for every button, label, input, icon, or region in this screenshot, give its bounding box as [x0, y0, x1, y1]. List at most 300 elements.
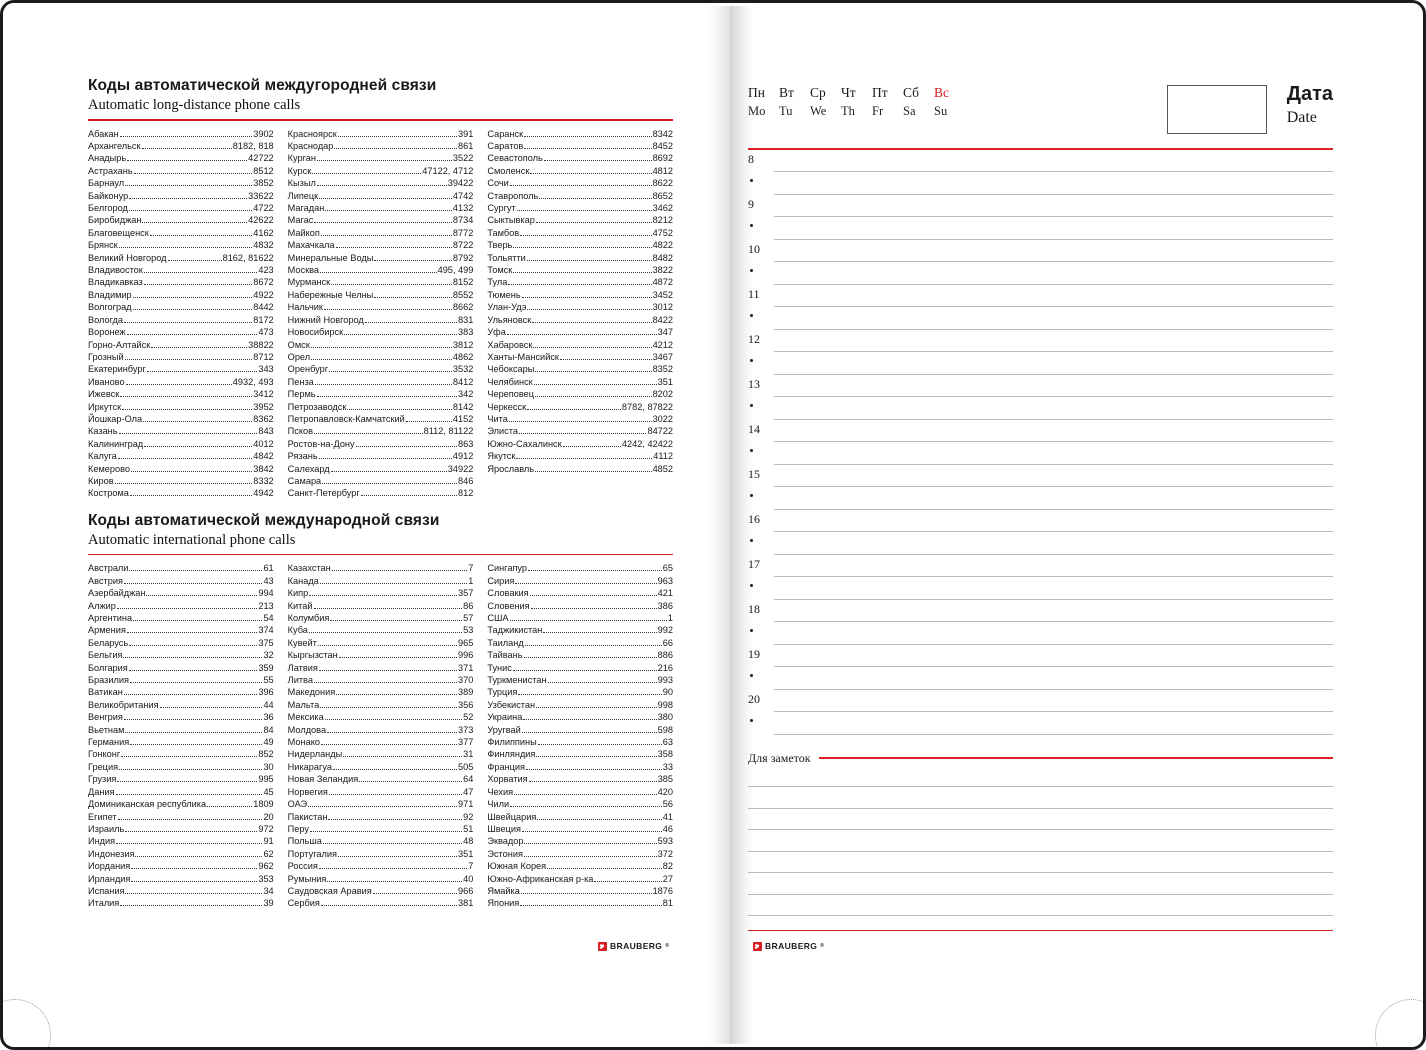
- leader-dots: [135, 856, 262, 857]
- code-entry-name: Салехард: [287, 463, 330, 474]
- leader-dots: [544, 160, 652, 161]
- code-entry-number: 373: [458, 724, 474, 735]
- code-entry-name: Тунис: [487, 662, 512, 673]
- code-entry: [88, 724, 274, 736]
- code-entry-number: 995: [258, 774, 274, 785]
- date-input-box[interactable]: [1167, 85, 1267, 134]
- code-entry-name: Финляндия: [487, 749, 536, 760]
- code-entry-number: 374: [258, 625, 274, 636]
- code-entry-number: 63: [662, 737, 674, 748]
- leader-dots: [530, 173, 651, 174]
- code-entry-name: Кызыл: [287, 178, 316, 189]
- code-entry: [88, 314, 274, 326]
- code-entry-number: 65: [662, 563, 674, 574]
- notes-line[interactable]: [748, 787, 1333, 809]
- code-entry-number: 4942: [253, 488, 274, 499]
- half-hour-row[interactable]: [748, 262, 1333, 285]
- weekday-selector[interactable]: [748, 83, 965, 121]
- code-entry-name: Екатеринбург: [88, 364, 146, 375]
- leader-dots: [536, 222, 652, 223]
- code-entry-name: Калуга: [88, 451, 117, 462]
- code-entry-name: Санкт-Петербург: [287, 488, 360, 499]
- weekday-1[interactable]: Mo: [748, 104, 766, 118]
- hour-row[interactable]: [748, 375, 1333, 398]
- leader-dots: [133, 620, 262, 621]
- code-entry-name: Швеция: [487, 823, 522, 834]
- code-entry: [288, 748, 474, 760]
- half-hour-row[interactable]: [748, 172, 1333, 195]
- code-entry-name: Сочи: [487, 178, 509, 189]
- section-divider-rule: [88, 554, 673, 556]
- hour-row[interactable]: [748, 420, 1333, 443]
- code-entry-name: Курган: [287, 153, 316, 164]
- leader-dots: [311, 347, 452, 348]
- hour-row[interactable]: [748, 330, 1333, 353]
- code-entry-name: Томск: [487, 265, 513, 276]
- code-entry-number: 34922: [447, 463, 474, 474]
- code-entry: [288, 612, 474, 624]
- code-entry-name: Чехия: [487, 786, 514, 797]
- code-entry-name: Нижний Новгород: [287, 314, 364, 325]
- code-entry: [288, 190, 474, 202]
- code-entry: [88, 711, 274, 723]
- code-entry: [288, 388, 474, 400]
- code-entry-name: Великий Новгород: [88, 252, 167, 263]
- bullet-icon: [750, 719, 753, 722]
- code-entry: [487, 736, 673, 748]
- code-entry-number: 8352: [652, 364, 674, 375]
- leader-dots: [524, 657, 657, 658]
- code-entry: [288, 711, 474, 723]
- leader-dots: [536, 707, 657, 708]
- bullet-icon: [750, 179, 753, 182]
- code-entry: [88, 165, 274, 177]
- weekday-7[interactable]: Su: [934, 104, 948, 118]
- weekday-5[interactable]: Пт: [872, 85, 888, 100]
- notes-line[interactable]: [748, 809, 1333, 831]
- code-entry: [288, 401, 474, 413]
- code-entry-name: Ульяновск: [487, 314, 532, 325]
- code-entry-name: Оренбург: [287, 364, 329, 375]
- bullet-icon: [750, 224, 753, 227]
- code-entry-name: Литва: [287, 675, 313, 686]
- code-entry: [288, 587, 474, 599]
- leader-dots: [118, 458, 253, 459]
- leader-dots: [319, 458, 452, 459]
- weekday-4[interactable]: Чт: [841, 85, 856, 100]
- code-entry: [288, 624, 474, 636]
- code-entry-name: Астрахань: [88, 165, 133, 176]
- leader-dots: [374, 260, 452, 261]
- hour-row[interactable]: [748, 645, 1333, 668]
- weekday-2[interactable]: Вт: [779, 85, 794, 100]
- code-entry-number: 8422: [652, 314, 674, 325]
- code-entry-name: Киров: [88, 475, 114, 486]
- hour-row[interactable]: [748, 600, 1333, 623]
- leader-dots: [327, 881, 462, 882]
- weekday-7[interactable]: Вс: [934, 85, 949, 100]
- code-entry-number: 32: [263, 650, 274, 661]
- code-entry-number: 1: [667, 613, 674, 623]
- weekday-3[interactable]: We: [810, 104, 827, 118]
- code-entry-number: 20: [263, 811, 274, 822]
- code-entry-number: 8202: [652, 389, 674, 400]
- code-entry-name: Россия: [287, 861, 318, 872]
- code-entry-name: Сургут: [487, 203, 516, 214]
- code-entry: [88, 301, 274, 313]
- code-entry: [487, 897, 673, 909]
- brauberg-logo-right: [753, 941, 824, 951]
- weekday-3[interactable]: Ср: [810, 85, 826, 100]
- daily-planner-content: [748, 83, 1333, 931]
- code-entry-name: Армения: [88, 625, 126, 636]
- leader-dots: [527, 409, 621, 410]
- code-entry-number: 377: [458, 737, 474, 748]
- code-entry: [487, 873, 673, 885]
- code-entry-name: Дания: [88, 786, 115, 797]
- code-entry-name: Азербайджан: [88, 588, 146, 599]
- leader-dots: [122, 409, 252, 410]
- code-entry-number: 962: [258, 861, 274, 872]
- code-entry: [288, 463, 474, 475]
- date-label-ru: Дата: [1286, 83, 1333, 105]
- notes-line[interactable]: [748, 873, 1333, 895]
- code-entry: [487, 835, 673, 847]
- code-entry: [487, 326, 673, 338]
- code-entry-name: Минеральные Воды: [287, 252, 374, 263]
- half-hour-row[interactable]: [748, 352, 1333, 375]
- code-entry-name: Южная Корея: [487, 861, 547, 872]
- hour-row[interactable]: [748, 195, 1333, 218]
- code-entry-name: Вологда: [88, 314, 124, 325]
- leader-dots: [123, 657, 262, 658]
- code-entry-number: 3012: [652, 302, 674, 313]
- code-entry: [288, 363, 474, 375]
- code-entry: [487, 140, 673, 152]
- code-entry-number: 993: [657, 675, 674, 686]
- code-entry: [487, 401, 673, 413]
- code-entry-number: 213: [258, 600, 274, 611]
- hour-row[interactable]: [748, 465, 1333, 488]
- leader-dots: [160, 707, 263, 708]
- leader-dots: [510, 185, 652, 186]
- code-entry-name: Сыктывкар: [487, 215, 535, 226]
- weekday-1[interactable]: Пн: [748, 85, 765, 100]
- notes-line[interactable]: [748, 766, 1333, 788]
- code-entry-number: 8712: [253, 351, 274, 362]
- half-hour-row[interactable]: [748, 712, 1333, 735]
- code-entry: [288, 897, 474, 909]
- leader-dots: [320, 272, 437, 273]
- weekday-row-en: [748, 102, 965, 121]
- code-entry-number: 61: [263, 563, 274, 574]
- code-entry: [288, 413, 474, 425]
- code-entry-number: 51: [463, 823, 474, 834]
- code-entry: [88, 351, 274, 363]
- weekday-6[interactable]: Sa: [903, 104, 916, 118]
- code-entry-name: Ставрополь: [487, 190, 539, 201]
- half-hour-row[interactable]: [748, 532, 1333, 555]
- code-entry-name: Белгород: [88, 203, 128, 214]
- hour-row[interactable]: [748, 690, 1333, 713]
- code-entry-name: Хорватия: [487, 774, 528, 785]
- leader-dots: [143, 421, 252, 422]
- half-hour-row[interactable]: [748, 442, 1333, 465]
- bullet-icon: [750, 494, 753, 497]
- leader-dots: [534, 384, 657, 385]
- code-entry: [288, 264, 474, 276]
- code-entry-number: 966: [458, 885, 474, 896]
- brauberg-mark-icon: [753, 942, 762, 951]
- code-entry-name: Махачкала: [287, 240, 335, 251]
- leader-dots: [324, 309, 452, 310]
- code-entry-number: 30: [263, 761, 274, 772]
- code-entry: [487, 301, 673, 313]
- code-entry: [288, 152, 474, 164]
- leader-dots: [117, 608, 257, 609]
- code-entry-name: Тюмень: [487, 289, 521, 300]
- code-entry-number: 56: [662, 799, 674, 810]
- code-entry-name: Калининград: [88, 438, 144, 449]
- code-entry-name: Чили: [487, 799, 510, 810]
- leader-dots: [129, 198, 247, 199]
- code-entry-number: 43: [263, 575, 274, 586]
- code-entry-name: Египет: [88, 811, 117, 822]
- leader-dots: [144, 446, 252, 447]
- code-entry-name: Челябинск: [487, 376, 533, 387]
- code-entry: [88, 835, 274, 847]
- date-label-en: Date: [1286, 109, 1317, 126]
- code-entry-number: 994: [258, 588, 274, 599]
- hour-label: 12: [748, 331, 760, 346]
- hour-row[interactable]: [748, 510, 1333, 533]
- code-entry-name: Набережные Челны: [287, 289, 374, 300]
- code-entry-number: 4112: [653, 451, 674, 462]
- leader-dots: [318, 645, 457, 646]
- code-entry: [88, 140, 274, 152]
- leader-dots: [317, 396, 457, 397]
- code-entry-number: 8652: [652, 190, 674, 201]
- code-entry-number: 33: [662, 761, 674, 772]
- weekday-5[interactable]: Fr: [872, 104, 884, 118]
- code-entry: [487, 276, 673, 288]
- code-entry-name: Казахстан: [287, 563, 331, 574]
- code-entry-number: 863: [458, 438, 474, 449]
- code-entry-number: 1876: [652, 885, 674, 896]
- code-entry-name: Красноярск: [287, 128, 337, 139]
- hour-row[interactable]: [748, 150, 1333, 173]
- code-entry-name: Бельгия: [88, 650, 123, 661]
- writing-line: [774, 734, 1333, 735]
- code-entry: [88, 252, 274, 264]
- code-entry: [288, 860, 474, 872]
- leader-dots: [563, 446, 621, 447]
- weekday-2[interactable]: Tu: [779, 104, 793, 118]
- code-entry-name: Ватикан: [88, 687, 123, 698]
- code-entry-name: Мексика: [287, 712, 324, 723]
- leader-dots: [325, 719, 462, 720]
- code-entry-number: 383: [458, 327, 474, 338]
- leader-dots: [531, 608, 657, 609]
- code-entry: [288, 637, 474, 649]
- code-entry-name: Франция: [487, 761, 525, 772]
- leader-dots: [331, 284, 452, 285]
- code-entry-number: 351: [458, 848, 474, 859]
- leader-dots: [119, 769, 262, 770]
- leader-dots: [117, 781, 257, 782]
- half-hour-row[interactable]: [748, 307, 1333, 330]
- code-entry: [88, 823, 274, 835]
- leader-dots: [329, 371, 452, 372]
- code-entry-number: 4722: [253, 203, 274, 214]
- code-entry: [487, 600, 673, 612]
- code-entry: [487, 289, 673, 301]
- code-entry: [288, 736, 474, 748]
- leader-dots: [537, 819, 661, 820]
- notes-bottom-rule: [748, 930, 1333, 931]
- code-entry-name: Липецк: [287, 190, 319, 201]
- weekday-6[interactable]: Сб: [903, 85, 920, 100]
- code-entry-number: 3412: [253, 389, 274, 400]
- code-entry: [88, 699, 274, 711]
- code-entry-name: Москва: [287, 265, 320, 276]
- code-entry-name: Черкесск: [487, 401, 527, 412]
- code-entry-name: Магадан: [287, 203, 325, 214]
- code-entry-name: Великобритания: [88, 699, 159, 710]
- code-entry-number: 86: [463, 600, 474, 611]
- code-entry: [288, 873, 474, 885]
- code-entry: [487, 587, 673, 599]
- hour-label: 18: [748, 601, 760, 616]
- code-column: [288, 128, 474, 500]
- code-entry-number: 4162: [253, 227, 274, 238]
- code-entry: [288, 674, 474, 686]
- code-entry-name: Доминиканская республика: [88, 799, 207, 810]
- code-entry-number: 593: [657, 836, 674, 847]
- notes-line[interactable]: [748, 852, 1333, 874]
- leader-dots: [543, 632, 656, 633]
- code-entry: [288, 724, 474, 736]
- bullet-icon: [750, 674, 753, 677]
- code-entry: [288, 487, 474, 499]
- code-entry-number: 505: [458, 761, 474, 772]
- code-entry-number: 54: [263, 613, 274, 623]
- code-entry: [88, 401, 274, 413]
- leader-dots: [168, 260, 222, 261]
- code-entry-name: Майкоп: [287, 227, 320, 238]
- leader-dots: [522, 831, 662, 832]
- half-hour-row[interactable]: [748, 667, 1333, 690]
- code-entry-name: Грозный: [88, 351, 124, 362]
- leader-dots: [535, 371, 651, 372]
- leader-dots: [130, 744, 262, 745]
- long-distance-columns: [88, 128, 673, 500]
- code-entry-name: Саратов: [487, 141, 524, 151]
- code-entry-name: Ярославль: [487, 463, 535, 474]
- code-entry: [88, 152, 274, 164]
- hour-row[interactable]: [748, 555, 1333, 578]
- code-entry: [288, 662, 474, 674]
- code-entry-name: Италия: [88, 898, 120, 909]
- code-entry: [487, 711, 673, 723]
- leader-dots: [125, 185, 252, 186]
- code-entry: [487, 649, 673, 661]
- leader-dots: [146, 595, 257, 596]
- code-entry-name: Япония: [487, 898, 520, 909]
- code-entry-name: Саудовская Аравия: [287, 885, 372, 896]
- leader-dots: [321, 235, 452, 236]
- leader-dots: [339, 657, 457, 658]
- code-entry-number: 8332: [253, 475, 274, 486]
- code-entry-number: 8662: [452, 302, 474, 313]
- notes-line[interactable]: [748, 895, 1333, 917]
- leader-dots: [327, 732, 457, 733]
- hour-label: 11: [748, 286, 760, 301]
- half-hour-row[interactable]: [748, 487, 1333, 510]
- code-entry-name: Эстония: [487, 848, 523, 859]
- code-entry-number: 55: [263, 675, 274, 686]
- notes-line[interactable]: [748, 830, 1333, 852]
- code-entry-name: Узбекистан: [487, 699, 536, 710]
- half-hour-row[interactable]: [748, 577, 1333, 600]
- code-entry: [288, 438, 474, 450]
- code-entry: [88, 848, 274, 860]
- half-hour-row[interactable]: [748, 622, 1333, 645]
- code-entry: [288, 227, 474, 239]
- bullet-icon: [750, 314, 753, 317]
- code-entry-number: 358: [657, 749, 674, 760]
- half-hour-row[interactable]: [748, 397, 1333, 420]
- hour-row[interactable]: [748, 285, 1333, 308]
- code-entry: [88, 748, 274, 760]
- leader-dots: [515, 583, 656, 584]
- weekday-4[interactable]: Th: [841, 104, 855, 118]
- half-hour-row[interactable]: [748, 217, 1333, 240]
- code-entry-number: 343: [258, 364, 274, 375]
- notes-area[interactable]: [748, 766, 1333, 917]
- code-entry-name: Таиланд: [487, 637, 524, 648]
- code-entry: [487, 239, 673, 251]
- code-entry: [288, 773, 474, 785]
- code-entry-number: 4932, 493: [232, 376, 274, 387]
- leader-dots: [513, 272, 651, 273]
- code-entry-name: Кувейт: [287, 637, 317, 648]
- code-entry-name: Воронеж: [88, 327, 126, 338]
- code-entry: [88, 873, 274, 885]
- code-entry-name: Словения: [487, 600, 530, 611]
- registered-mark: ®: [665, 943, 670, 949]
- hour-label: 17: [748, 556, 760, 571]
- code-entry-number: 27: [662, 873, 674, 884]
- leader-dots: [521, 893, 652, 894]
- hour-row[interactable]: [748, 240, 1333, 263]
- code-entry: [88, 463, 274, 475]
- leader-dots: [134, 173, 253, 174]
- leader-dots: [309, 595, 457, 596]
- code-entry-name: Краснодар: [287, 141, 334, 151]
- code-entry: [88, 425, 274, 437]
- leader-dots: [525, 645, 662, 646]
- code-entry-number: 64: [463, 774, 474, 785]
- code-entry: [88, 450, 274, 462]
- leader-dots: [560, 359, 652, 360]
- leader-dots: [124, 322, 252, 323]
- code-entry: [88, 674, 274, 686]
- code-entry-name: Македония: [287, 687, 336, 698]
- leader-dots: [120, 136, 253, 137]
- leader-dots: [513, 247, 651, 248]
- code-column: [288, 562, 474, 909]
